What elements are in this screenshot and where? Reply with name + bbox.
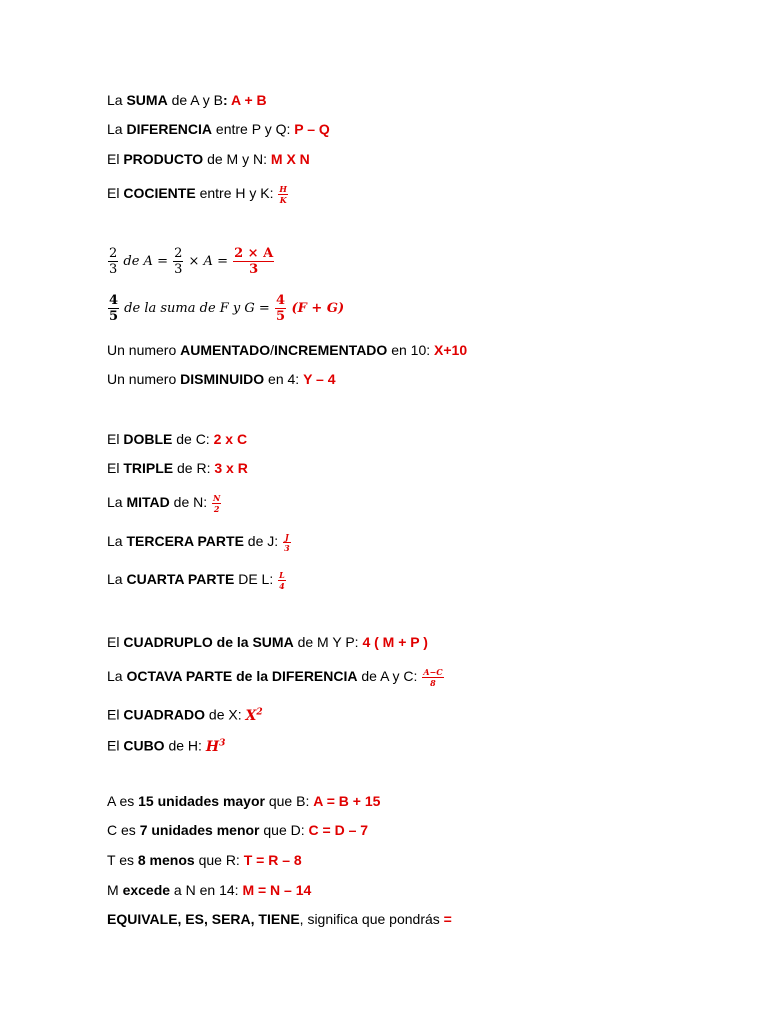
answer-dos-tercios: $\frac{2 \times A}{3}$: [234, 246, 274, 277]
line-cuarta-parte: La CUARTA PARTE DE L: $\frac{L}{4}$: [107, 569, 285, 591]
line-cuadruplo: El CUADRUPLO de la SUMA de M Y P: 4 ( M + P ): [107, 634, 428, 650]
line-menor: C es 7 unidades menor que D: C = D – 7: [107, 822, 369, 838]
line-cubo: El CUBO de H: $H^3$: [107, 737, 226, 755]
math-line-dos-tercios: $\frac{2}{3}$ de A = $\frac{2}{3}$ × A = $\frac{2 \times A}{3}$: [109, 246, 274, 277]
line-tercera-parte: La TERCERA PARTE de J: $\frac{J}{3}$: [107, 531, 290, 553]
line-triple: El TRIPLE de R: 3 x R: [107, 460, 248, 476]
answer-disminuido: Y – 4: [303, 371, 336, 387]
answer-excede: M = N – 14: [242, 882, 312, 898]
line-disminuido: Un numero DISMINUIDO en 4: Y – 4: [107, 371, 336, 387]
answer-four-fifths-sum: (F + G): [287, 300, 345, 316]
line-doble: El DOBLE de C: 2 x C: [107, 431, 248, 447]
answer-producto: M X N: [270, 151, 310, 167]
answer-tercera-parte: $\frac{J}{3}$: [284, 531, 290, 553]
term-cociente: COCIENTE: [123, 185, 196, 201]
fraction-four-fifths: $\frac{4}{5}$: [109, 293, 119, 324]
answer-cuadrado: $X^2$: [245, 707, 263, 724]
answer-cuadruplo: 4 ( M + P ): [362, 634, 428, 650]
line-equivale: EQUIVALE, ES, SERA, TIENE, significa que pondrás =: [107, 911, 452, 927]
answer-cociente: $\frac{H}{K}$: [279, 183, 287, 205]
term-diferencia: DIFERENCIA: [126, 121, 213, 137]
line-menos: T es 8 menos que R: T = R – 8: [107, 852, 302, 868]
line-octava-parte: La OCTAVA PARTE de la DIFERENCIA de A y C: $\frac{A-C}{8}$: [107, 666, 443, 688]
answer-diferencia: P – Q: [294, 121, 330, 137]
line-cuadrado: El CUADRADO de X: $X^2$: [107, 706, 263, 724]
answer-menos: T = R – 8: [243, 852, 302, 868]
answer-triple: 3 x R: [214, 460, 248, 476]
fraction-two-thirds-b: $\frac{2}{3}$: [174, 246, 183, 277]
line-excede: M excede a N en 14: M = N – 14: [107, 882, 312, 898]
line-mayor: A es 15 unidades mayor que B: A = B + 15: [107, 793, 381, 809]
line-cociente: El COCIENTE entre H y K: $\frac{H}{K}$: [107, 183, 287, 205]
line-producto: El PRODUCTO de M y N: M X N: [107, 151, 310, 167]
answer-cuarta-parte: $\frac{L}{4}$: [279, 569, 285, 591]
answer-doble: 2 x C: [213, 431, 248, 447]
answer-cubo: $H^3$: [205, 738, 226, 755]
line-mitad: La MITAD de N: $\frac{N}{2}$: [107, 492, 221, 514]
line-diferencia: La DIFERENCIA entre P y Q: P – Q: [107, 121, 330, 137]
fraction-two-thirds: $\frac{2}{3}$: [109, 246, 118, 277]
math-line-cuatro-quintos: $\frac{4}{5}$ de la suma de F y G = $\frac{4}{5}$ (F + G): [109, 293, 345, 324]
answer-suma: A + B: [227, 92, 267, 108]
answer-mitad: $\frac{N}{2}$: [213, 492, 221, 514]
answer-four-fifths-fraction: $\frac{4}{5}$: [275, 293, 285, 324]
answer-aumentado: X+10: [434, 342, 468, 358]
line-suma: La SUMA de A y B: A + B: [107, 92, 267, 108]
answer-octava-parte: $\frac{A-C}{8}$: [423, 666, 443, 688]
term-producto: PRODUCTO: [123, 151, 204, 167]
answer-mayor: A = B + 15: [313, 793, 381, 809]
answer-menor: C = D – 7: [308, 822, 369, 838]
term-suma: SUMA: [126, 92, 168, 108]
line-aumentado: Un numero AUMENTADO/INCREMENTADO en 10: X+10: [107, 342, 468, 358]
answer-equivale: =: [443, 911, 452, 927]
